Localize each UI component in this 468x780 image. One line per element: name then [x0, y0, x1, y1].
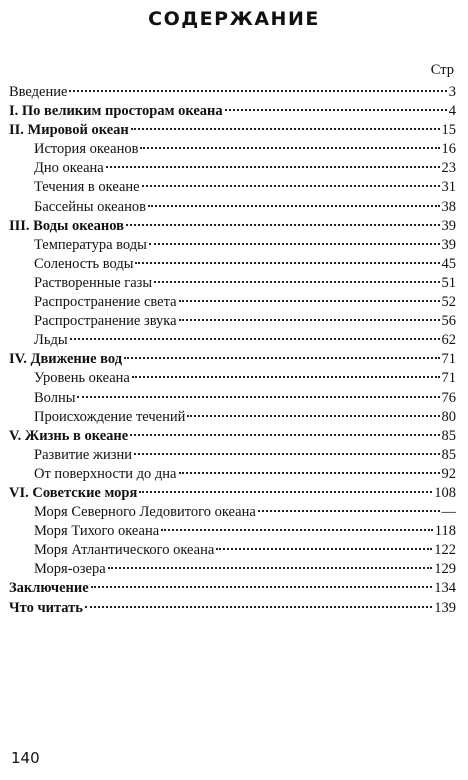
dot-leader: [132, 376, 440, 378]
toc-entry-page: 38: [441, 198, 456, 215]
dot-leader: [216, 548, 432, 550]
toc-entry-page: 39: [441, 217, 456, 234]
toc-entry: [9, 542, 456, 561]
dot-leader: [131, 128, 440, 130]
toc-entry-page: 62: [441, 332, 456, 349]
toc-entry-page: 76: [441, 389, 456, 406]
table-of-contents: [9, 84, 456, 619]
toc-entry: [9, 313, 456, 332]
toc-entry-page: 71: [441, 351, 456, 368]
toc-entry-page: 129: [434, 561, 456, 578]
toc-entry: [9, 256, 456, 275]
toc-entry: [9, 485, 456, 504]
toc-entry: [9, 561, 456, 580]
dot-leader: [134, 453, 439, 455]
toc-entry-page: 80: [441, 408, 456, 425]
toc-entry-title: Развитие жизни: [34, 446, 133, 463]
toc-entry-page: 71: [441, 370, 456, 387]
dot-leader: [126, 224, 440, 226]
dot-leader: [108, 567, 433, 569]
dot-leader: [106, 166, 440, 168]
toc-entry-page: 92: [441, 465, 456, 482]
toc-entry: [9, 275, 456, 294]
toc-entry-page: 85: [441, 427, 456, 444]
dot-leader: [179, 319, 440, 321]
toc-entry-page: 15: [441, 122, 456, 139]
toc-entry: [9, 179, 456, 198]
toc-entry: [9, 580, 456, 599]
toc-entry: [9, 332, 456, 351]
dot-leader: [124, 357, 439, 359]
dot-leader: [140, 147, 439, 149]
toc-entry-title: Что читать: [9, 599, 83, 616]
toc-entry-page: 122: [434, 542, 456, 559]
toc-entry: [9, 160, 456, 179]
toc-entry-title: I. По великим просторам океана: [9, 103, 223, 120]
toc-entry-title: Бассейны океанов: [34, 198, 146, 215]
page-number: 140: [11, 749, 40, 767]
dot-leader: [135, 262, 439, 264]
toc-entry: [9, 351, 456, 370]
toc-entry-title: Уровень океана: [34, 370, 130, 387]
toc-entry-title: IV. Движение вод: [9, 351, 123, 368]
toc-entry: [9, 447, 456, 466]
dot-leader: [130, 434, 439, 436]
toc-entry-title: Распространение звука: [34, 313, 177, 330]
toc-entry: [9, 141, 456, 160]
toc-entry: [9, 122, 456, 141]
toc-entry-title: Температура воды: [34, 236, 147, 253]
dot-leader: [154, 281, 439, 283]
toc-entry-page: 139: [434, 599, 456, 616]
dot-leader: [77, 396, 439, 398]
toc-entry-page: —: [441, 504, 456, 521]
dot-leader: [179, 472, 440, 474]
toc-entry-page: 31: [441, 179, 456, 196]
dot-leader: [179, 300, 440, 302]
toc-entry-title: Распространение света: [34, 294, 177, 311]
toc-entry-title: Соленость воды: [34, 255, 134, 272]
toc-entry-title: Заключение: [9, 580, 89, 597]
toc-entry-page: 56: [441, 313, 456, 330]
toc-entry-title: Волны: [34, 389, 76, 406]
toc-entry-page: 134: [434, 580, 456, 597]
toc-entry-page: 23: [441, 160, 456, 177]
dot-leader: [225, 109, 447, 111]
toc-entry-page: 51: [441, 274, 456, 291]
toc-entry-page: 4: [448, 103, 456, 120]
toc-entry: [9, 84, 456, 103]
dot-leader: [139, 491, 432, 493]
page-column-label: Стр: [430, 62, 454, 78]
toc-entry-title: V. Жизнь в океане: [9, 427, 129, 444]
toc-entry: [9, 600, 456, 619]
toc-entry: [9, 218, 456, 237]
dot-leader: [258, 510, 440, 512]
dot-leader: [85, 606, 432, 608]
toc-entry-title: Моря Атлантического океана: [34, 542, 215, 559]
dot-leader: [149, 243, 440, 245]
toc-entry-page: 108: [434, 484, 456, 501]
toc-entry-title: Моря Тихого океана: [34, 523, 160, 540]
toc-entry-title: Введение: [9, 84, 68, 100]
toc-entry-page: 118: [434, 523, 456, 540]
toc-entry: [9, 103, 456, 122]
dot-leader: [148, 205, 440, 207]
toc-entry-page: 16: [441, 141, 456, 158]
toc-entry-title: Моря-озера: [34, 561, 106, 578]
dot-leader: [187, 415, 439, 417]
dot-leader: [69, 90, 446, 92]
toc-entry-page: 52: [441, 294, 456, 311]
toc-entry-title: III. Воды океанов: [9, 217, 124, 234]
dot-leader: [70, 338, 440, 340]
toc-entry-title: Моря Северного Ледовитого океана: [34, 504, 256, 521]
toc-entry: [9, 523, 456, 542]
toc-entry: [9, 237, 456, 256]
toc-entry-page: 39: [441, 236, 456, 253]
toc-entry: [9, 199, 456, 218]
toc-entry-title: Происхождение течений: [34, 408, 186, 425]
toc-entry-page: 3: [448, 84, 456, 100]
toc-entry: [9, 466, 456, 485]
toc-entry: [9, 504, 456, 523]
dot-leader: [161, 529, 433, 531]
toc-entry-title: VI. Советские моря: [9, 484, 138, 501]
toc-entry-title: Течения в океане: [34, 179, 140, 196]
toc-entry-title: История океанов: [34, 141, 139, 158]
toc-entry: [9, 294, 456, 313]
dot-leader: [142, 185, 440, 187]
toc-entry-title: Льды: [34, 332, 68, 349]
dot-leader: [91, 586, 433, 588]
toc-entry: [9, 390, 456, 409]
toc-entry: [9, 428, 456, 447]
toc-entry-page: 45: [441, 255, 456, 272]
toc-entry-title: От поверхности до дна: [34, 465, 177, 482]
toc-entry: [9, 370, 456, 389]
toc-entry-page: 85: [441, 446, 456, 463]
toc-entry-title: Дно океана: [34, 160, 104, 177]
toc-entry-title: Растворенные газы: [34, 274, 153, 291]
toc-heading: СОДЕРЖАНИЕ: [148, 8, 320, 30]
toc-entry-title: II. Мировой океан: [9, 122, 129, 139]
toc-entry: [9, 409, 456, 428]
